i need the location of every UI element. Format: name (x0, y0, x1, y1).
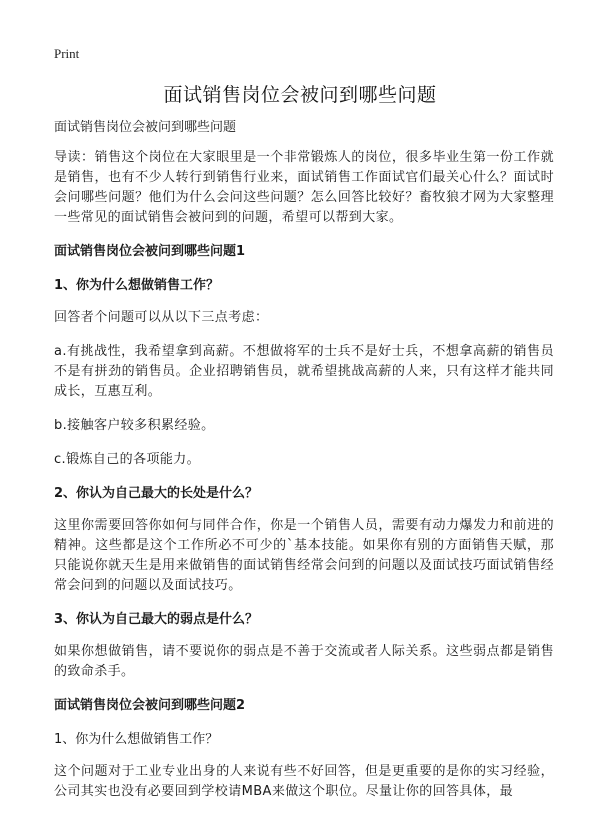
print-link[interactable]: Print (54, 46, 80, 61)
section-heading-1: 面试销售岗位会被问到哪些问题1 (54, 244, 246, 259)
article-subtitle: 面试销售岗位会被问到哪些问题 (54, 120, 237, 135)
section-2-question-1-heading: 1、你为什么想做销售工作？ (54, 732, 219, 747)
question-1-point-a: a.有挑战性，我希望拿到高薪。不想做将军的士兵不是好士兵，不想拿高薪的销售员不是有拼劲的销售员。企业招聘销售员，就希望挑战高薪的人来，只有这样才能共同成长，互惠互利。 (54, 344, 554, 399)
question-1-heading: 1、你为什么想做销售工作？ (54, 278, 220, 293)
section-heading-2: 面试销售岗位会被问到哪些问题2 (54, 698, 246, 713)
question-2-heading: 2、你认为自己最大的长处是什么？ (54, 486, 259, 501)
intro-paragraph: 导读：销售这个岗位在大家眼里是一个非常锻炼人的岗位，很多毕业生第一份工作就是销售，也有不少人转行到销售行业来，面试销售工作面试官们最关心什么？面试时会问哪些问题？他们为什么会问这些问题？怎么回答比较好？畜牧狼才网为大家整理一些常见的面试销售会被问到的问题，希望可以帮到大家。 (54, 150, 554, 225)
page-title: 面试销售岗位会被问到哪些问题 (163, 84, 437, 106)
question-1-intro: 回答者个问题可以从以下三点考虑： (54, 310, 269, 325)
question-3-answer: 如果你想做销售，请不要说你的弱点是不善于交流或者人际关系。这些弱点都是销售的致命杀手。 (54, 644, 554, 679)
question-1-point-b: b.接触客户较多积累经验。 (54, 418, 215, 433)
article-body (54, 118, 554, 816)
question-2-answer: 这里你需要回答你如何与同伴合作，你是一个销售人员，需要有动力爆发力和前进的精神。这些都是这个工作所必不可少的`基本技能。如果你有别的方面销售天赋，那只能说你就天生是用来做销售的面试销售经常会问到的问题以及面试技巧面试销售经常会问到的问题以及面试技巧。 (54, 518, 554, 593)
section-2-question-1-answer: 这个问题对于工业专业出身的人来说有些不好回答，但是更重要的是你的实习经验，公司其实也没有必要回到学校请MBA来做这个职位。尽量让你的回答具体，最 (54, 764, 554, 799)
question-3-heading: 3、你认为自己最大的弱点是什么？ (54, 612, 259, 627)
question-1-point-c: c.锻炼自己的各项能力。 (54, 452, 201, 467)
